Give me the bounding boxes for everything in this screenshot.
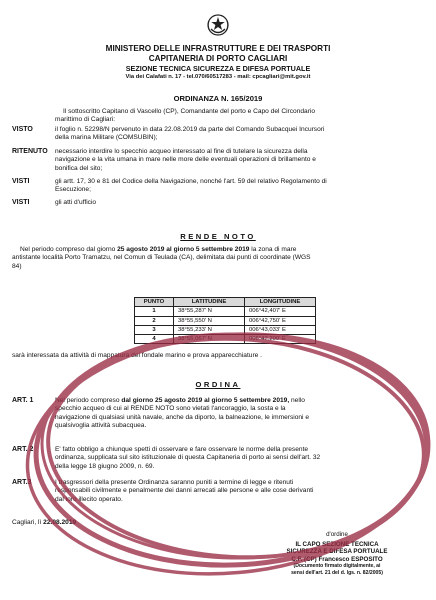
signature-block [267,531,407,576]
article-line: I trasgressori della presente Ordinanza saranno puniti a termine di legge e ritenuti [55,479,294,486]
point-number: 1 [135,307,174,316]
ordinance-title: ORDINANZA N. 165/2019 [173,94,263,103]
article-1-text [55,397,400,430]
clause-line: Esecuzione; [55,186,91,194]
period-text: la zona di mare [249,246,297,253]
coordinates-table [134,297,316,344]
clause-line: navigazione e la vita umana in mare nelle more delle eventuali operazioni di brillamento e [55,156,316,164]
clause-visti-text [55,178,400,195]
ministry-name: MINISTERO DELLE INFRASTRUTTURE E DEI TRASPORTI [105,44,331,53]
clause-label-visti: VISTI [12,178,30,185]
latitude-cell: 38°55,550' N [174,316,245,325]
article-line [55,397,400,405]
longitude-cell: 006°42,200' E [245,335,316,344]
article-line: E' fatto obbligo a chiunque spetti di osservare e fare osservare le norme della presente [55,446,309,453]
table-row [135,325,316,334]
column-header: PUNTO [135,298,174,307]
clause-visto-text [55,126,400,143]
article-dates: dal giorno 25 agosto 2019 al giorno 5 settembre 2019, [121,397,290,404]
clause-line: il foglio n. 52298/N pervenuto in data 22.08.2019 da parte del Comando Subacquei Incursori [55,126,325,133]
table-row [135,307,316,316]
republic-emblem-icon [206,12,230,38]
article-line: navigazione di qualsiasi unità navale, anche da diporto, la balneazione, le immersioni e [55,413,310,421]
period-line-3: 84) [12,262,22,270]
article-label-1: ART. 1 [12,397,34,404]
period-paragraph [12,246,412,271]
clause-line: gli atti d'ufficio [55,199,97,206]
article-line: dal loro illecito operato. [55,495,123,503]
clause-label-visto: VISTO [12,126,33,133]
intro-line: Il sottoscritto Capitano di Vascello (CP), Comandante del porto e Capo del Circondario [63,108,316,115]
article-line: qualsivoglia attività subacquea. [55,421,147,429]
latitude-cell: 38°55,067' N [174,335,245,344]
column-header: LONGITUDINE [245,298,316,307]
place-date [12,519,76,527]
signature-note: (Documento firmato digitalmente, ai [293,563,381,570]
point-number: 4 [135,335,174,344]
rende-noto-heading: RENDE NOTO [180,232,256,241]
longitude-cell: 006°42,407' E [245,307,316,316]
period-text: Nel periodo compreso dal giorno [20,246,118,253]
article-2-text [55,446,400,471]
article-line: della legge 18 giugno 2009, n. 69. [55,462,155,470]
signature-line: IL CAPO SEZIONE TECNICA [295,540,379,548]
clause-line: bonifica del sito; [55,164,103,172]
column-header: LATITUDINE [174,298,245,307]
article-3-text [55,479,400,504]
article-text: nello [289,397,305,404]
intro-text [55,108,395,125]
longitude-cell: 006°43,033' E [245,325,316,334]
ordina-heading: ORDINA [195,380,241,389]
after-table-text: sarà interessata da attività di mappatura del fondale marino e prova apparecchiature . [12,352,262,359]
clause-line: della marina Militare (COMSUBIN); [55,134,158,142]
article-line: ordinanza, supplicata sul sito istituzionale di questa Capitaneria di porto ai sensi dell'art. 32 [55,454,321,462]
clause-label-visti-2: VISTI [12,199,30,206]
latitude-cell: 38°55,287' N [174,307,245,316]
section-name: SEZIONE TECNICA SICUREZZA E DIFESA PORTUALE [125,64,311,73]
clause-line: necessario interdire lo specchio acqueo interessato al fine di tutelare la sicurezza della [55,148,308,155]
clause-line: gli artt. 17, 30 e 81 del Codice della Navigazione, nonché l'art. 59 del relativo Regolamento di [55,178,327,185]
period-dates: 25 agosto 2019 al giorno 5 settembre 2019 [117,246,250,253]
signature-line: d'ordine [326,531,348,538]
latitude-cell: 38°55,233' N [174,325,245,334]
table-row [135,316,316,325]
table-header-row [135,298,316,307]
office-address: Via dei Calafati n. 17 - tel.070/60517283 - mail: cpcagliari@mit.gov.it [125,74,311,80]
clause-label-ritenuto: RITENUTO [12,148,48,155]
signature-line: C.F. (CP) Francesco ESPOSITO [291,555,383,563]
place-text: Cagliari, lì [12,519,44,526]
office-name: CAPITANERIA DI PORTO CAGLIARI [148,54,288,63]
article-label-2: ART. 2 [12,446,34,453]
intro-line: marittimo di Cagliari: [55,116,116,124]
article-line: responsabili civilmente e penalmente dei danni arrecati alle persone e alle cose derivanti [55,487,314,495]
article-text: Nel periodo compreso [55,397,122,404]
point-number: 3 [135,325,174,334]
period-line-1 [12,246,412,254]
clause-ritenuto-text [55,148,400,173]
longitude-cell: 006°42,750' E [245,316,316,325]
article-line: specchio acqueo di cui al RENDE NOTO sono vietati l'ancoraggio, la sosta e la [55,405,286,413]
clause-visti-2-text [55,199,400,207]
period-line-2: antistante località Porto Tramatzu, nel Comun di Teulada (CA), delimitata dai punti di coordinate (WGS [12,254,311,262]
signature-line: SICUREZZA E DIFESA PORTUALE [286,548,388,556]
point-number: 2 [135,316,174,325]
article-label-3: ART.3 [12,479,32,486]
date-text: 22.08.2019 [43,519,77,526]
signature-note: sensi dell'art. 21 del d. lgs. n. 82/2005) [291,569,383,576]
table-row [135,335,316,344]
